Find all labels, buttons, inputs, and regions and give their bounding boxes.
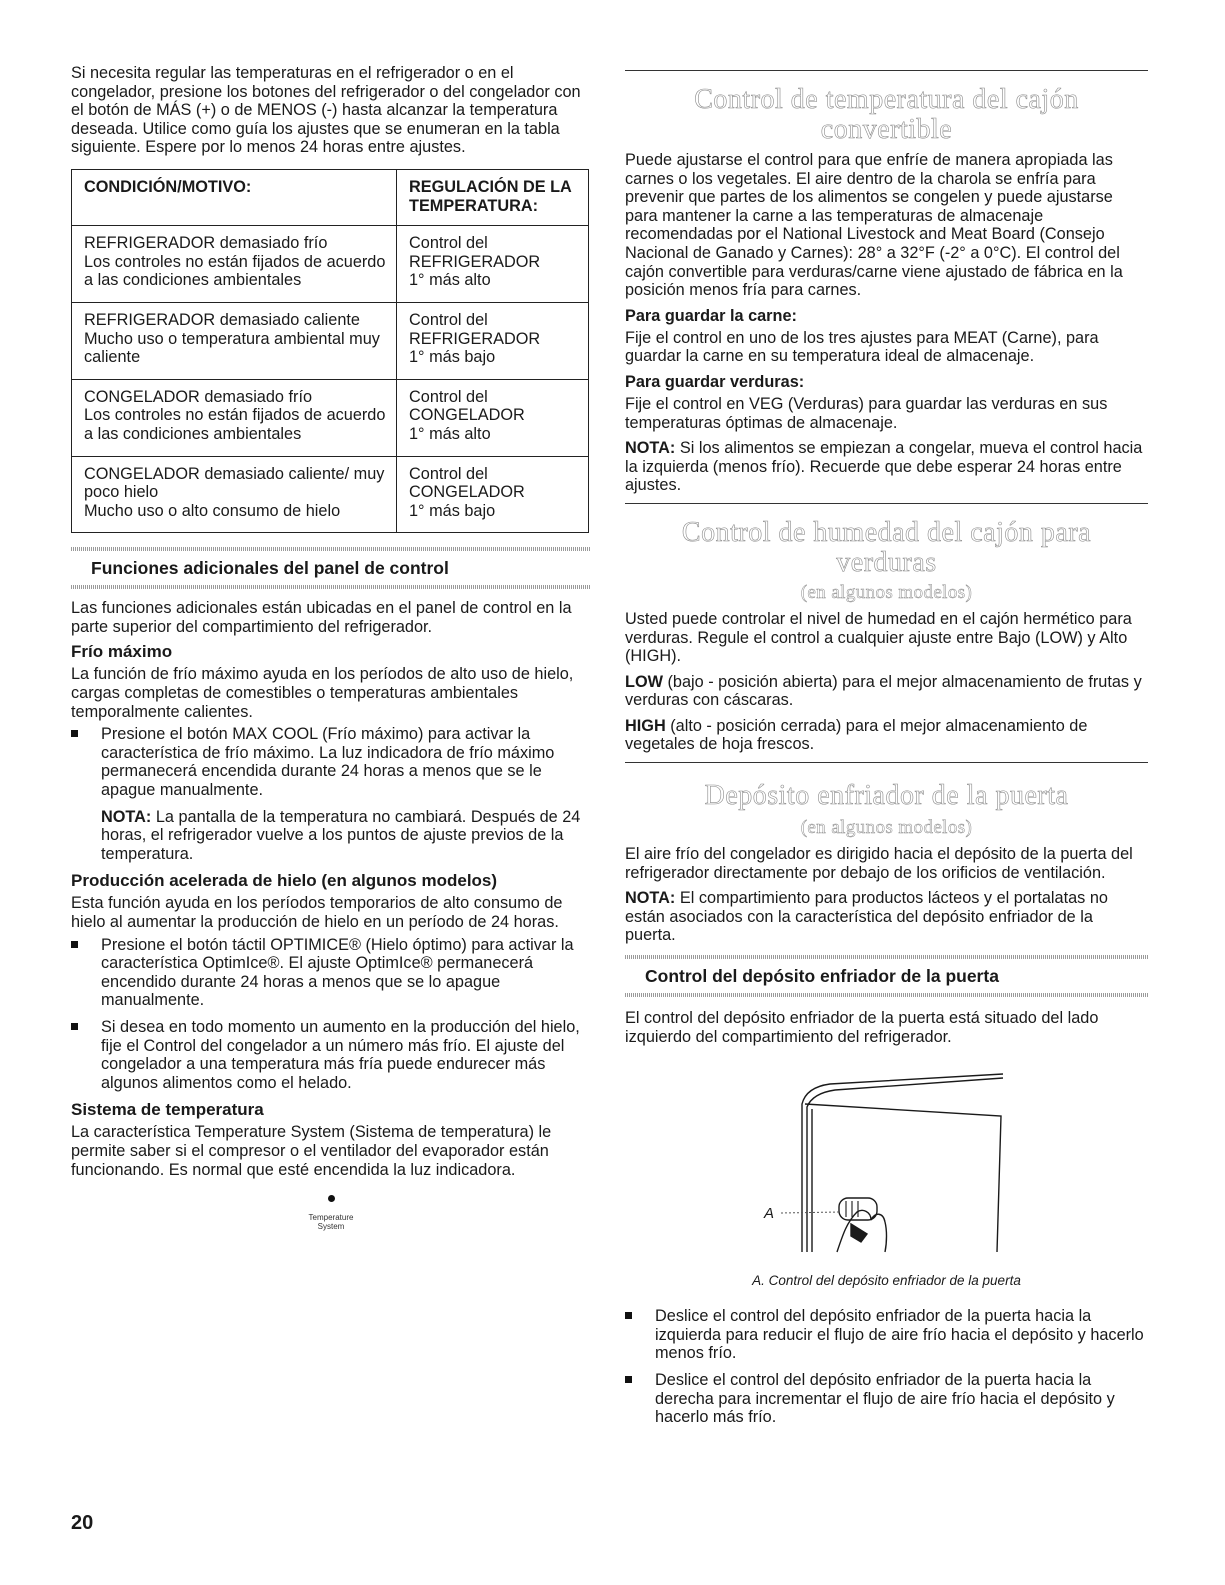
indicator-label-line: Temperature	[308, 1213, 354, 1223]
section-title-humidity	[625, 518, 1148, 578]
table-cell-condition	[72, 379, 397, 456]
door-bin-control-figure	[625, 1062, 1148, 1267]
note-text: El compartimiento para productos lácteos y el portalatas no están asociados con la característica del depósito enfriador de la puerta.	[625, 889, 1108, 945]
table-cell-condition	[72, 302, 397, 379]
note-label: NOTA:	[625, 889, 676, 908]
table-row	[72, 302, 589, 379]
list-item	[71, 1018, 591, 1092]
door-bin-text: El aire frío del congelador es dirigido hacia el depósito de la puerta del refrigerador directamente por debajo de los orificios de ventilación.	[625, 845, 1133, 882]
condition-line: Mucho uso o alto consumo de hielo	[84, 501, 341, 520]
adjustment-line: 1° más alto	[409, 271, 491, 290]
low-text: (bajo - posición abierta) para el mejor almacenamiento de frutas y verduras con cáscaras.	[625, 672, 1142, 710]
indicator-label-line: System	[317, 1222, 345, 1232]
convertible-text: Puede ajustarse el control para que enfríe de manera apropiada las carnes o los vegetales. El aire dentro de la charola se enfría para prevenir que partes de los alimentos se congelen y puede ajustarse para mantener la carne a las temperaturas de almacenaje recomendadas por el National Livestock and Meat Board (Consejo Nacional de Ganado y Carnes): 28° a 32°F (-2° a 0°C). El control del cajón convertible para verduras/carne viene ajustado de fábrica en la posición menos fría para carnes.	[625, 151, 1123, 300]
condition-line: Los controles no están fijados de acuerdo a las condiciones ambientales	[84, 406, 386, 443]
door-bin-bullet-text: Deslice el control del depósito enfriador de la puerta hacia la derecha para incrementar el flujo de aire frío hacia el depósito y hacerlo más frío.	[655, 1371, 1115, 1427]
table-row	[72, 456, 589, 533]
heading-accelerated-ice: Producción acelerada de hielo (en algunos modelos)	[71, 871, 498, 891]
store-veg-text: Fije el control en VEG (Verduras) para guardar las verduras en sus temperaturas óptimas de almacenaje.	[625, 394, 1108, 432]
left-column	[71, 64, 591, 1231]
adjustment-line: 1° más alto	[409, 424, 491, 443]
condition-line: CONGELADOR demasiado frío	[84, 387, 313, 406]
title-line: Control de humedad del cajón para	[681, 516, 1092, 548]
condition-line: REFRIGERADOR demasiado caliente	[84, 310, 360, 329]
section-divider	[625, 993, 1148, 997]
adjustment-line: Control del CONGELADOR	[409, 464, 525, 502]
max-cool-list	[71, 725, 591, 863]
heading-store-veg: Para guardar verduras:	[625, 372, 805, 391]
table-cell-condition	[72, 226, 397, 303]
table-row	[72, 226, 589, 303]
low-label: LOW	[625, 672, 663, 691]
section-title-extra-functions: Funciones adicionales del panel de control	[91, 558, 449, 579]
note-label: NOTA:	[101, 807, 152, 826]
table-cell-adjustment	[397, 226, 589, 303]
table-cell-adjustment	[397, 456, 589, 533]
square-bullet-icon	[71, 941, 78, 948]
max-cool-bullet-text: Presione el botón MAX COOL (Frío máximo) para activar la característica de frío máximo. La luz indicadora de frío máximo permanecerá encendida durante 24 horas a menos que se le apague manualmente.	[101, 725, 555, 800]
square-bullet-icon	[71, 1023, 78, 1030]
door-bin-control-illustration	[625, 1062, 1148, 1267]
note-label: NOTA:	[625, 439, 676, 458]
max-cool-text: La función de frío máximo ayuda en los períodos de alto uso de hielo, cargas completas de comestibles o temperaturas ambientales temporalmente calientes.	[71, 665, 574, 721]
temp-system-text: La característica Temperature System (Sistema de temperatura) le permite saber si el compresor o el ventilador del evaporador están funcionando. Es normal que esté encendida la luz indicadora.	[71, 1123, 552, 1179]
door-bin-control-list	[625, 1307, 1148, 1427]
convertible-note	[625, 439, 1148, 495]
heading-temperature-system: Sistema de temperatura	[71, 1100, 264, 1120]
section-title-door-bin: Depósito enfriador de la puerta	[704, 780, 1069, 812]
door-bin-note	[625, 889, 1148, 945]
store-meat-text: Fije el control en uno de los tres ajustes para MEAT (Carne), para guardar la carne en su temperatura ideal de almacenaje.	[625, 328, 1099, 366]
temperature-system-indicator	[71, 1189, 591, 1231]
table-row	[72, 379, 589, 456]
ice-text: Esta función ayuda en los períodos temporarios de alto consumo de hielo al aumentar la producción de hielo en un período de 24 horas.	[71, 894, 563, 931]
extra-functions-intro: Las funciones adicionales están ubicadas en el panel de control en la parte superior del compartimiento del refrigerador.	[71, 599, 572, 636]
adjustment-line: 1° más bajo	[409, 348, 496, 367]
table-cell-adjustment	[397, 302, 589, 379]
condition-line: Los controles no están fijados de acuerdo a las condiciones ambientales	[84, 252, 386, 290]
title-line: convertible	[820, 114, 953, 145]
high-label: HIGH	[625, 716, 666, 735]
indicator-light-icon	[328, 1195, 335, 1202]
door-bin-bullet-text: Deslice el control del depósito enfriador de la puerta hacia la izquierda para reducir el flujo de aire frío hacia el depósito y hacerlo menos frío.	[655, 1307, 1144, 1363]
humidity-subtitle: (en algunos modelos)	[800, 581, 973, 603]
door-bin-subtitle: (en algunos modelos)	[800, 817, 973, 839]
list-item	[71, 725, 591, 863]
adjustment-line: 1° más bajo	[409, 501, 496, 520]
list-item	[625, 1307, 1148, 1363]
ice-list	[71, 936, 591, 1093]
square-bullet-icon	[625, 1312, 632, 1319]
max-cool-note	[101, 808, 591, 864]
humidity-low	[625, 673, 1148, 710]
section-title-convertible	[625, 85, 1148, 145]
door-bin-control-text: El control del depósito enfriador de la puerta está situado del lado izquierdo del compartimiento del refrigerador.	[625, 1009, 1099, 1046]
ice-bullet-text: Presione el botón táctil OPTIMICE® (Hielo óptimo) para activar la característica OptimIce®. El ajuste OptimIce® permanecerá encendido durante 24 horas a menos que se lo apague manualmente.	[101, 935, 574, 1010]
title-line: verduras	[836, 546, 937, 578]
adjustment-line: Control del REFRIGERADOR	[409, 234, 541, 271]
table-header-row	[72, 169, 589, 225]
square-bullet-icon	[625, 1376, 632, 1383]
temperature-adjustment-table	[71, 169, 589, 533]
ice-bullet-text: Si desea en todo momento un aumento en la producción del hielo, fije el Control del congelador a un número más frío. El ajuste del congelador a una temperatura más fría puede endurecer más algunos alimentos como el helado.	[101, 1017, 580, 1092]
adjustment-line: Control del REFRIGERADOR	[409, 310, 541, 348]
table-cell-adjustment	[397, 379, 589, 456]
right-column	[625, 70, 1148, 1435]
table-header-adjustment: REGULACIÓN DE LA TEMPERATURA:	[397, 169, 589, 225]
adjustment-line: Control del CONGELADOR	[409, 387, 525, 425]
note-text: Si los alimentos se empiezan a congelar, mueva el control hacia la izquierda (menos frío). Recuerde que debe esperar 24 horas entre ajustes.	[625, 439, 1143, 495]
figure-caption: A. Control del depósito enfriador de la puerta	[752, 1273, 1021, 1289]
heading-max-cool: Frío máximo	[71, 642, 173, 662]
figure-label-a: A	[764, 1205, 775, 1223]
high-text: (alto - posición cerrada) para el mejor almacenamiento de vegetales de hoja frescos.	[625, 716, 1088, 754]
table-cell-condition	[72, 456, 397, 533]
table-header-condition: CONDICIÓN/MOTIVO:	[72, 169, 397, 225]
condition-line: REFRIGERADOR demasiado frío	[84, 234, 328, 253]
intro-paragraph: Si necesita regular las temperaturas en el refrigerador o en el congelador, presione los botones del refrigerador o del congelador con el botón de MÁS (+) o de MENOS (-) hasta alcanzar la temperatura deseada. Utilice como guía los ajustes que se enumeran en la tabla siguiente. Espere por lo menos 24 horas entre ajustes.	[71, 64, 581, 157]
condition-line: CONGELADOR demasiado caliente/ muy poco hielo	[84, 464, 385, 502]
humidity-text: Usted puede controlar el nivel de humedad en el cajón hermético para verduras. Regule el control a cualquier ajuste entre Bajo (LOW) y Alto (HIGH).	[625, 609, 1132, 666]
square-bullet-icon	[71, 730, 78, 737]
condition-line: Mucho uso o temperatura ambiental muy caliente	[84, 329, 380, 367]
indicator-label	[71, 1213, 591, 1231]
note-text: La pantalla de la temperatura no cambiará. Después de 24 horas, el refrigerador vuelve a los puntos de ajuste previos de la temperatura.	[101, 807, 581, 863]
title-line: Control de temperatura del cajón	[694, 84, 1079, 115]
page-number: 20	[71, 1512, 94, 1534]
heading-store-meat: Para guardar la carne:	[625, 306, 797, 325]
section-title-door-bin-control: Control del depósito enfriador de la puerta	[645, 966, 999, 987]
humidity-high	[625, 717, 1148, 754]
section-divider	[71, 585, 591, 589]
list-item	[71, 936, 591, 1010]
list-item	[625, 1371, 1148, 1427]
callout-line	[781, 1212, 839, 1213]
